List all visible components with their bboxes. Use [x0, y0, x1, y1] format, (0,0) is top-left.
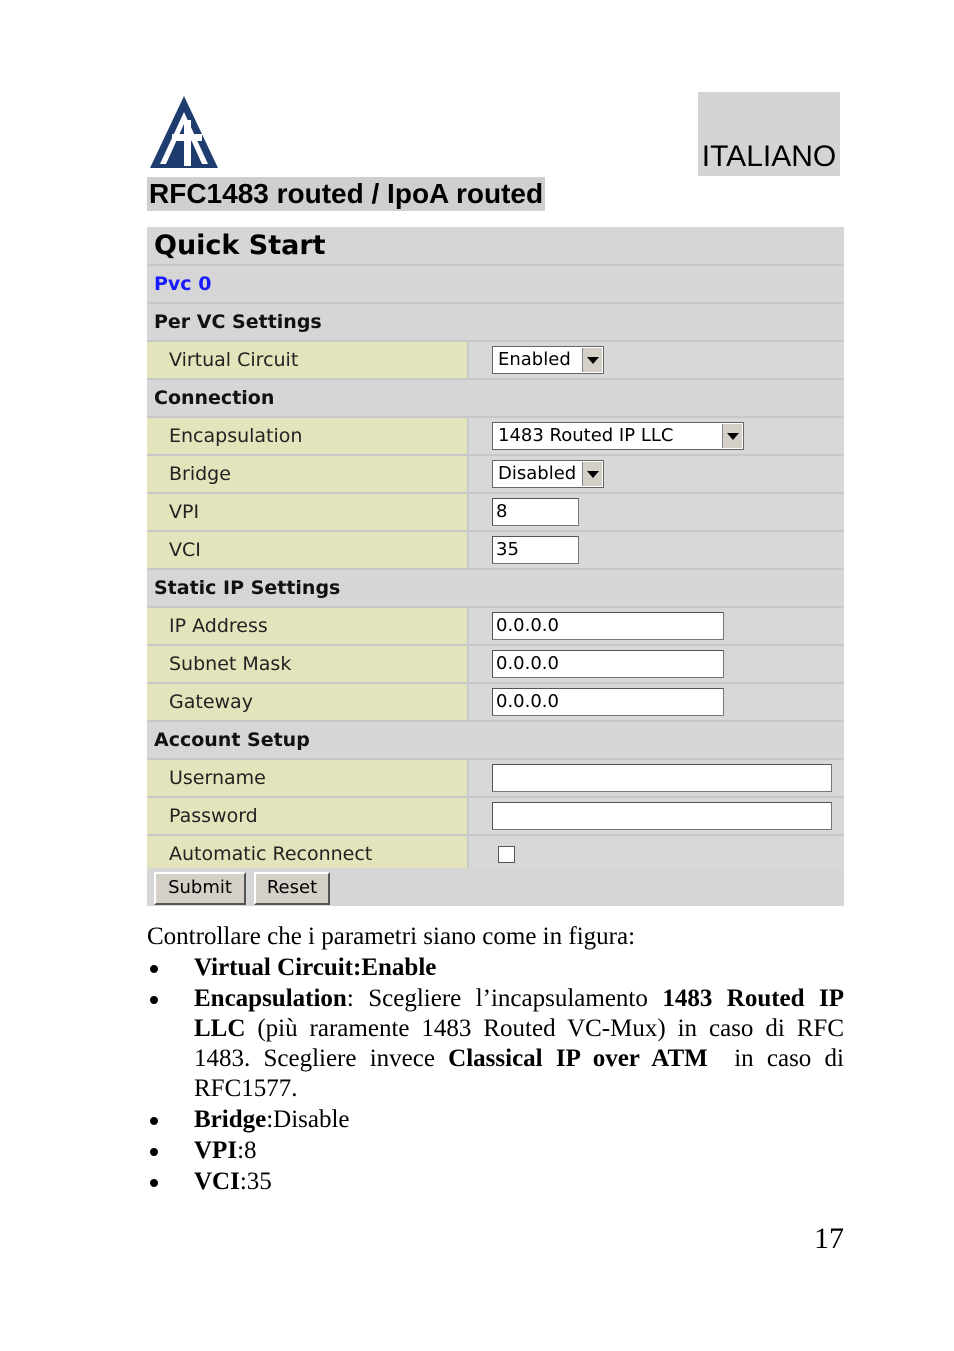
account-setup-header: Account Setup: [147, 722, 844, 758]
vpi-row: [147, 494, 844, 530]
static-ip-settings-header: Static IP Settings: [147, 570, 844, 606]
encapsulation-row: [147, 418, 844, 454]
ip-address-label: IP Address: [147, 608, 467, 644]
bridge-label: Bridge: [147, 456, 467, 492]
quick-start-panel: [147, 227, 844, 906]
list-item: VCI:35: [147, 1167, 844, 1197]
virtual-circuit-select[interactable]: Enabled: [492, 346, 604, 374]
password-label: Password: [147, 798, 467, 834]
vci-label: VCI: [147, 532, 467, 568]
username-input[interactable]: [492, 764, 832, 792]
subnet-mask-row: [147, 646, 844, 682]
encapsulation-label: Encapsulation: [147, 418, 467, 454]
username-label: Username: [147, 760, 467, 796]
chevron-down-icon: [722, 424, 742, 448]
list-item: VPI:8: [147, 1136, 844, 1166]
ip-address-input[interactable]: 0.0.0.0: [492, 612, 724, 640]
section-title: RFC1483 routed / IpoA routed: [149, 178, 544, 209]
bridge-select[interactable]: Disabled: [492, 460, 604, 488]
virtual-circuit-row: [147, 342, 844, 378]
username-row: [147, 760, 844, 796]
vpi-input[interactable]: 8: [492, 498, 579, 526]
vpi-label: VPI: [147, 494, 467, 530]
list-item: Encapsulation: Scegliere l’incapsulamento 1483 Routed IP LLC (più raramente 1483 Routed VC-Mux) in caso di RFC 1483. Scegliere invece Classical IP over ATM in caso di RFC1577.: [147, 984, 844, 1104]
gateway-row: [147, 684, 844, 720]
chevron-down-icon: [582, 348, 602, 372]
page-number: 17: [814, 1222, 844, 1255]
reset-button[interactable]: Reset: [254, 872, 330, 905]
list-item: Virtual Circuit:Enable: [147, 953, 844, 983]
gateway-label: Gateway: [147, 684, 467, 720]
gateway-input[interactable]: 0.0.0.0: [492, 688, 724, 716]
intro-paragraph: Controllare che i parametri siano come in figura:: [147, 923, 636, 950]
list-item: Bridge:Disable: [147, 1105, 844, 1135]
subnet-mask-label: Subnet Mask: [147, 646, 467, 682]
automatic-reconnect-label: Automatic Reconnect: [147, 836, 467, 872]
submit-button[interactable]: Submit: [154, 872, 246, 905]
virtual-circuit-label: Virtual Circuit: [147, 342, 467, 378]
per-vc-settings-header: Per VC Settings: [147, 304, 844, 340]
ip-address-row: [147, 608, 844, 644]
atlantis-logo-icon: [148, 94, 220, 170]
chevron-down-icon: [582, 462, 602, 486]
encapsulation-select[interactable]: 1483 Routed IP LLC: [492, 422, 744, 450]
vci-input[interactable]: 35: [492, 536, 579, 564]
automatic-reconnect-row: [147, 836, 844, 872]
quick-start-title: Quick Start: [154, 230, 326, 261]
pvc-row: [147, 266, 844, 302]
subnet-mask-input[interactable]: 0.0.0.0: [492, 650, 724, 678]
connection-header: Connection: [147, 380, 844, 416]
form-buttons-row: [147, 868, 844, 906]
pvc-label: Pvc 0: [154, 273, 212, 295]
password-input[interactable]: [492, 802, 832, 830]
automatic-reconnect-checkbox[interactable]: [498, 846, 515, 863]
password-row: [147, 798, 844, 834]
settings-bullet-list: [147, 953, 851, 1198]
vci-row: [147, 532, 844, 568]
bridge-row: [147, 456, 844, 492]
language-label: ITALIANO: [698, 92, 840, 176]
quick-start-header: [147, 227, 844, 264]
